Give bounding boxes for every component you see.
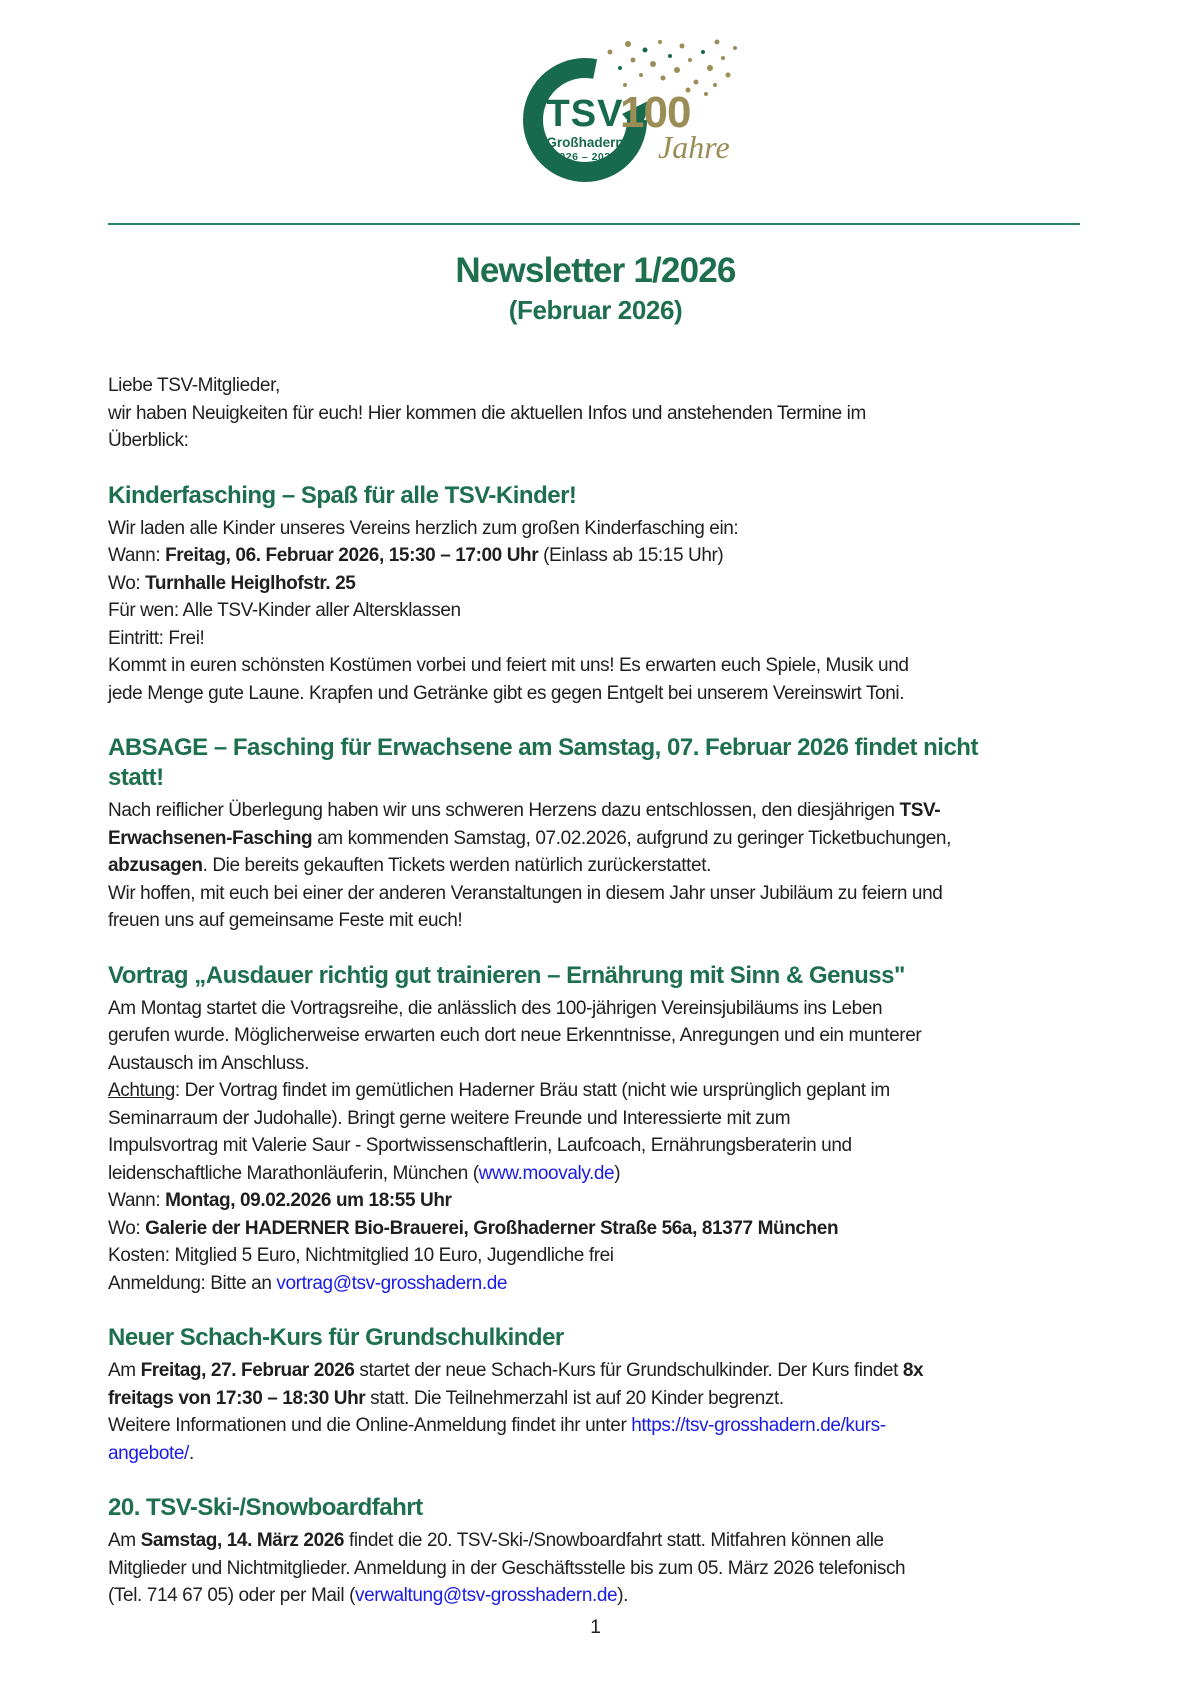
text-segment: 8x [902, 1360, 924, 1381]
text-line [108, 597, 1083, 625]
logo-100-text: 100 [620, 88, 691, 137]
section [108, 1493, 1083, 1610]
text-segment: Für wen: Alle TSV-Kinder aller Altersklassen [108, 600, 461, 621]
text-line [108, 1555, 1083, 1583]
text-line [108, 1022, 1083, 1050]
text-segment: Am [108, 1530, 141, 1551]
text-segment: am kommenden Samstag, 07.02.2026, aufgrund zu geringer Ticketbuchungen, [312, 827, 951, 849]
text-segment: wir haben Neuigkeiten für euch! Hier kommen die aktuellen Infos und anstehenden Termine im [108, 402, 866, 424]
text-line [108, 427, 1083, 455]
text-link[interactable]: verwaltung@tsv-grosshadern.de [355, 1585, 618, 1606]
section-heading-line: 20. TSV-Ski-/Snowboardfahrt [108, 1494, 423, 1521]
text-line [108, 797, 1083, 825]
text-link[interactable]: angebote/ [108, 1442, 189, 1464]
text-segment: TSV- [899, 800, 941, 821]
newsletter-subtitle: (Februar 2026) [508, 295, 683, 325]
section [108, 481, 1083, 708]
text-line [108, 1412, 1083, 1440]
text-segment: Freitag, 27. Februar 2026 [140, 1360, 355, 1381]
logo-tsv-text: TSV [546, 93, 624, 135]
text-link[interactable]: www.moovaly.de [478, 1162, 615, 1184]
logo-jahre-text: Jahre [658, 129, 730, 165]
logo-years-text: 1926 – 2026 [553, 151, 617, 163]
text-segment: : Der Vortrag findet im gemütlichen Haderner Bräu statt (nicht wie ursprünglich geplant im [174, 1080, 890, 1101]
text-segment: Montag, 09.02.2026 um 18:55 Uhr [165, 1190, 452, 1211]
text-line [108, 880, 1083, 908]
text-line [108, 1242, 1083, 1270]
text-segment: Galerie der HADERNER Bio-Brauerei, Großhaderner Straße 56a, 81377 München [145, 1217, 839, 1239]
text-line [108, 372, 1083, 400]
text-segment: Überblick: [108, 430, 189, 451]
logo-grosshadern-text: Großhadern [546, 135, 624, 150]
text-line [108, 907, 1083, 935]
text-segment: Achtung [108, 1080, 175, 1101]
text-line [108, 1527, 1083, 1555]
section-heading [108, 733, 1083, 793]
text-segment: Kosten: Mitglied 5 Euro, Nichtmitglied 10 Euro, Jugendliche frei [108, 1245, 614, 1266]
section [108, 961, 1083, 1298]
text-segment: Impulsvortrag mit Valerie Saur - Sportwissenschaftlerin, Laufcoach, Ernährungsberaterin und [108, 1135, 852, 1156]
text-segment: Kommt in euren schönsten Kostümen vorbei und feiert mit uns! Es erwarten euch Spiele, Musik und [108, 655, 909, 676]
text-segment: ). [617, 1585, 629, 1606]
text-segment: Anmeldung: Bitte an [108, 1272, 277, 1294]
section-heading [108, 961, 1083, 991]
section-heading [108, 1323, 1083, 1353]
newsletter-title: Newsletter 1/2026 [455, 251, 736, 290]
text-line [108, 1187, 1083, 1215]
text-segment: findet die 20. TSV-Ski-/Snowboardfahrt statt. Mitfahren können alle [344, 1530, 884, 1551]
text-line [108, 1357, 1083, 1385]
text-segment: Wo: [108, 1217, 146, 1239]
text-line [108, 625, 1083, 653]
section-heading-line: Neuer Schach-Kurs für Grundschulkinder [108, 1324, 564, 1351]
text-segment: freitags von 17:30 – 18:30 Uhr [108, 1387, 366, 1409]
text-segment: . [188, 1442, 194, 1464]
text-segment: Austausch im Anschluss. [108, 1052, 309, 1074]
page-number: 1 [590, 1616, 601, 1638]
intro-paragraph [108, 372, 1083, 455]
text-line [108, 515, 1083, 543]
section [108, 1323, 1083, 1467]
content-column [108, 0, 1083, 1640]
text-line [108, 680, 1083, 708]
text-segment: ) [614, 1162, 621, 1184]
text-segment: . Die bereits gekauften Tickets werden natürlich zurückerstattet. [202, 855, 711, 876]
text-segment: Wann: [108, 1190, 166, 1211]
text-line [108, 995, 1083, 1023]
text-line [108, 400, 1083, 428]
text-line [108, 852, 1083, 880]
text-line [108, 1385, 1083, 1413]
text-segment: Freitag, 06. Februar 2026, 15:30 – 17:00 Uhr [165, 545, 539, 566]
text-segment: Weitere Informationen und die Online-Anmeldung findet ihr unter [108, 1415, 632, 1436]
text-segment: Turnhalle Heiglhofstr. 25 [145, 572, 356, 594]
text-line [108, 1132, 1083, 1160]
text-segment: Am [108, 1360, 141, 1381]
text-segment: Wo: [108, 572, 146, 594]
section-heading-line: Vortrag „Ausdauer richtig gut trainieren – Ernährung mit Sinn & Genuss" [108, 961, 905, 989]
text-line [108, 1270, 1083, 1298]
text-segment: gerufen wurde. Möglicherweise erwarten euch dort neue Erkenntnisse, Anregungen und ein munterer [108, 1025, 922, 1046]
text-line [108, 542, 1083, 570]
text-line [108, 1440, 1083, 1468]
text-segment: Mitglieder und Nichtmitglieder. Anmeldung in der Geschäftsstelle bis zum 05. März 2026 telefonisch [108, 1557, 906, 1579]
text-line [108, 1077, 1083, 1105]
text-segment: Wir laden alle Kinder unseres Vereins herzlich zum großen Kinderfasching ein: [108, 517, 739, 539]
text-line [108, 652, 1083, 680]
text-segment: Wir hoffen, mit euch bei einer der anderen Veranstaltungen in diesem Jahr unser Jubiläum zu feiern und [108, 882, 943, 904]
text-segment: Liebe TSV-Mitglieder, [108, 375, 280, 396]
text-line [108, 825, 1083, 853]
section-heading-line: Kinderfasching – Spaß für alle TSV-Kinder! [108, 481, 577, 509]
text-segment: abzusagen [108, 855, 203, 876]
text-segment: Wann: [108, 545, 166, 566]
text-segment: leidenschaftliche Marathonläuferin, München ( [108, 1162, 479, 1184]
text-segment: Samstag, 14. März 2026 [140, 1530, 345, 1551]
text-segment: Eintritt: Frei! [108, 627, 205, 649]
section-heading [108, 481, 1083, 511]
text-segment: Nach reiflicher Überlegung haben wir uns schweren Herzens dazu entschlossen, den diesjährigen [108, 800, 900, 821]
text-line [108, 1582, 1083, 1610]
text-link[interactable]: https://tsv-grosshadern.de/kurs- [631, 1415, 886, 1436]
text-segment: jede Menge gute Laune. Krapfen und Getränke gibt es gegen Entgelt bei unserem Vereinswirt Toni. [108, 682, 905, 704]
text-segment: (Einlass ab 15:15 Uhr) [538, 545, 724, 566]
text-line [108, 1215, 1083, 1243]
text-line [108, 1050, 1083, 1078]
section [108, 733, 1083, 935]
text-segment: startet der neue Schach-Kurs für Grundschulkinder. Der Kurs findet [354, 1360, 903, 1381]
text-segment: statt. Die Teilnehmerzahl ist auf 20 Kinder begrenzt. [365, 1387, 784, 1409]
text-segment: freuen uns auf gemeinsame Feste mit euch! [108, 910, 463, 931]
section-heading-line: statt! [108, 764, 164, 791]
sections [108, 481, 1083, 1610]
section-heading [108, 1493, 1083, 1523]
text-segment: Erwachsenen-Fasching [108, 827, 313, 849]
section-heading-line: ABSAGE – Fasching für Erwachsene am Samstag, 07. Februar 2026 findet nicht [108, 734, 978, 761]
text-segment: Seminarraum der Judohalle). Bringt gerne weitere Freunde und Interessierte mit zum [108, 1107, 791, 1129]
text-line [108, 1160, 1083, 1188]
text-segment: Am Montag startet die Vortragsreihe, die anlässlich des 100-jährigen Vereinsjubiläums ins Leben [108, 997, 883, 1019]
text-segment: (Tel. 714 67 05) oder per Mail ( [108, 1585, 355, 1606]
text-line [108, 570, 1083, 598]
text-link[interactable]: vortrag@tsv-grosshadern.de [276, 1272, 508, 1294]
text-line [108, 1105, 1083, 1133]
